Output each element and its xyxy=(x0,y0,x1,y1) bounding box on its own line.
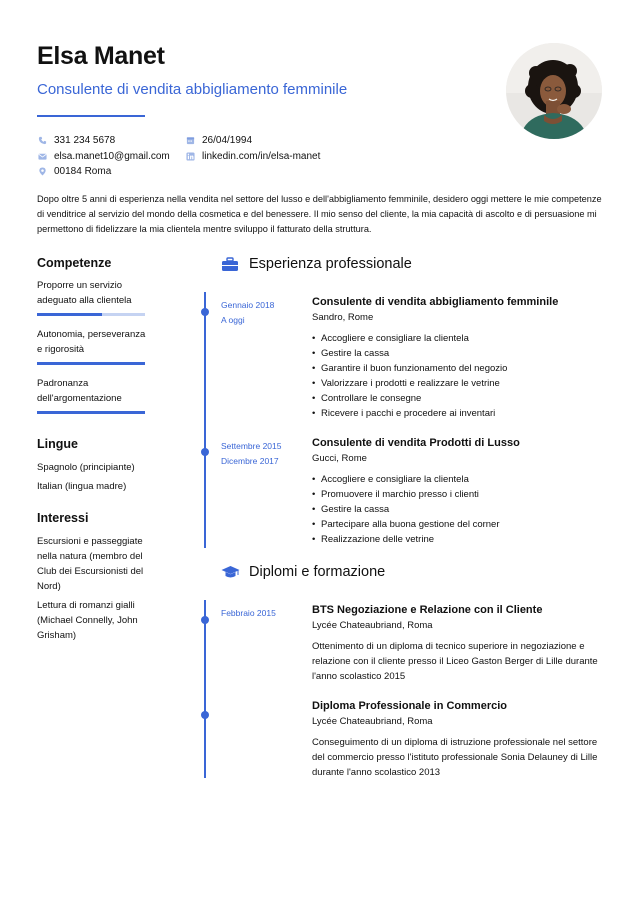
profile-photo xyxy=(506,43,602,139)
experience-timeline xyxy=(204,292,206,548)
list-item: • Controllare le consegne xyxy=(312,393,422,404)
experience-heading xyxy=(221,256,412,272)
list-item: • Accogliere e consigliare la clientela xyxy=(312,333,469,344)
contact-birthdate xyxy=(185,135,252,146)
interest-item-1: Escursioni e passeggiate nella natura (membro del Club dei Escursionisti del Nord) xyxy=(37,536,144,592)
experience-1-place: Sandro, Rome xyxy=(312,312,374,323)
education-1-description: Ottenimento di un diploma di tecnico superiore in negoziazione e relazione con il cliente presso il Liceo Gaston Berger di Lille durante l'anno scolastico 2015 xyxy=(312,641,598,682)
email-icon xyxy=(37,151,48,162)
skill-level-bar-1 xyxy=(37,313,145,316)
skill-level-bar-3 xyxy=(37,411,145,414)
interests-heading: Interessi xyxy=(37,511,89,525)
experience-2-tasks xyxy=(312,472,500,547)
graduation-cap-icon xyxy=(221,564,240,580)
education-1-title: BTS Negoziazione e Relazione con il Cliente xyxy=(312,604,543,616)
briefcase-icon xyxy=(221,256,240,272)
list-item: • Promuovere il marchio presso i clienti xyxy=(312,489,479,500)
skill-level-fill-3 xyxy=(37,411,145,414)
language-item-2: Italian (lingua madre) xyxy=(37,481,127,492)
skill-item-1: Proporre un servizio adeguato alla clientela xyxy=(37,280,132,306)
contact-phone[interactable] xyxy=(37,135,115,146)
languages-heading: Lingue xyxy=(37,437,78,451)
experience-2-date-end: Dicembre 2017 xyxy=(221,456,279,466)
timeline-dot-3 xyxy=(201,616,209,624)
phone-text: 331 234 5678 xyxy=(54,135,116,146)
list-item: • Accogliere e consigliare la clientela xyxy=(312,474,469,485)
education-2-title: Diploma Professionale in Commercio xyxy=(312,700,507,712)
address-text: 00184 Roma xyxy=(54,166,112,177)
calendar-icon xyxy=(185,135,196,146)
list-item: • Gestire la cassa xyxy=(312,504,390,515)
skill-level-bar-2 xyxy=(37,362,145,365)
skill-item-2: Autonomia, perseveranza e rigorosità xyxy=(37,329,146,355)
education-heading xyxy=(221,564,385,580)
skills-heading: Competenze xyxy=(37,256,112,270)
list-item: • Realizzazione delle vetrine xyxy=(312,534,435,545)
linkedin-icon xyxy=(185,151,196,162)
birthdate-text: 26/04/1994 xyxy=(202,135,253,146)
experience-1-tasks xyxy=(312,331,507,421)
contact-address xyxy=(37,166,111,177)
title-divider xyxy=(37,115,145,117)
experience-1-title: Consulente di vendita abbigliamento femminile xyxy=(312,296,559,308)
education-2-description: Conseguimento di un diploma di istruzione professionale nel settore del commercio presso l'istituto professionale Sonia Delauney di Lille durante l'anno scolastico 2013 xyxy=(312,737,598,778)
experience-1-date xyxy=(221,298,274,328)
experience-2-place: Gucci, Rome xyxy=(312,453,367,464)
resume-name: Elsa Manet xyxy=(37,42,165,70)
experience-2-date-start: Settembre 2015 xyxy=(221,441,282,451)
language-item-1: Spagnolo (principiante) xyxy=(37,462,135,473)
phone-icon xyxy=(37,135,48,146)
skill-item-3: Padronanza dell'argomentazione xyxy=(37,378,122,404)
list-item: • Valorizzare i prodotti e realizzare le vetrine xyxy=(312,378,500,389)
profile-summary: Dopo oltre 5 anni di esperienza nella vendita nel settore del lusso e dell'abbigliamento femminile, desidero oggi mettere le mie competenze di venditrice al servizio del mondo della cosmetica e del benessere. Il mio senso del cliente, la mia capacità di ascolto e di persuasione mi permettono di fidelizzare la mia clientela mentre sviluppo il fatturato della struttura. xyxy=(37,194,602,234)
skill-level-fill-1 xyxy=(37,313,102,316)
education-heading-text: Diplomi e formazione xyxy=(249,564,386,580)
linkedin-text: linkedin.com/in/elsa-manet xyxy=(202,151,321,162)
contact-linkedin[interactable] xyxy=(185,151,320,162)
skill-level-fill-2 xyxy=(37,362,145,365)
education-timeline xyxy=(204,600,206,778)
education-2-place: Lycée Chateaubriand, Roma xyxy=(312,716,433,727)
resume-job-title: Consulente di vendita abbigliamento femminile xyxy=(37,81,348,98)
contact-email[interactable] xyxy=(37,151,170,162)
experience-2-title: Consulente di vendita Prodotti di Lusso xyxy=(312,437,520,449)
list-item: • Ricevere i pacchi e procedere ai inventari xyxy=(312,408,496,419)
timeline-dot-4 xyxy=(201,711,209,719)
experience-1-date-start: Gennaio 2018 xyxy=(221,300,275,310)
list-item: • Gestire la cassa xyxy=(312,348,390,359)
experience-1-date-end: A oggi xyxy=(221,315,245,325)
email-text: elsa.manet10@gmail.com xyxy=(54,151,170,162)
list-item: • Partecipare alla buona gestione del corner xyxy=(312,519,500,530)
education-1-place: Lycée Chateaubriand, Roma xyxy=(312,620,433,631)
experience-2-date xyxy=(221,439,281,469)
list-item: • Garantire il buon funzionamento del negozio xyxy=(312,363,508,374)
interest-item-2: Lettura di romanzi gialli (Michael Connelly, John Grisham) xyxy=(37,600,138,641)
timeline-dot-2 xyxy=(201,448,209,456)
profile-photo-illustration xyxy=(506,43,602,139)
education-1-date: Febbraio 2015 xyxy=(221,608,276,618)
timeline-dot-1 xyxy=(201,308,209,316)
experience-heading-text: Esperienza professionale xyxy=(249,256,412,272)
location-pin-icon xyxy=(37,166,48,177)
